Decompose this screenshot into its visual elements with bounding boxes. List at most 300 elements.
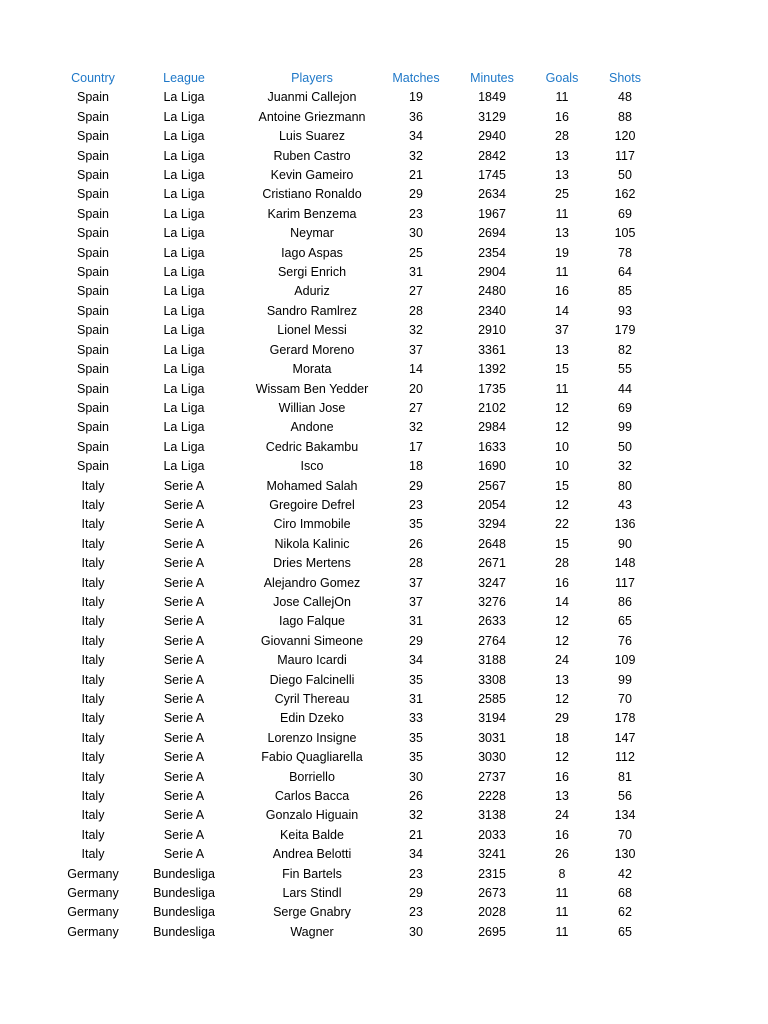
- cell-player: Lionel Messi: [277, 323, 347, 338]
- table-row: [60, 127, 660, 146]
- cell-player: Morata: [292, 362, 332, 377]
- cell-country: Spain: [77, 148, 109, 163]
- cell-player: Luis Suarez: [278, 129, 345, 144]
- cell-league: La Liga: [163, 226, 205, 241]
- cell-shots: 44: [618, 381, 632, 396]
- cell-goals: 26: [555, 847, 569, 862]
- cell-matches: 26: [409, 789, 423, 804]
- cell-country: Italy: [81, 556, 105, 571]
- cell-player: Serge Gnabry: [273, 905, 351, 920]
- cell-league: Serie A: [163, 497, 205, 512]
- table-row: [60, 302, 660, 321]
- cell-goals: 10: [555, 459, 569, 474]
- cell-player: Gregoire Defrel: [269, 497, 355, 512]
- cell-shots: 109: [614, 653, 636, 668]
- table-row: [60, 748, 660, 767]
- cell-player: Dries Mertens: [273, 556, 351, 571]
- cell-shots: 85: [618, 284, 632, 299]
- cell-minutes: 3241: [478, 847, 506, 862]
- cell-minutes: 2567: [478, 478, 506, 493]
- cell-player: Juanmi Callejon: [267, 90, 357, 105]
- cell-country: Italy: [81, 633, 105, 648]
- cell-league: La Liga: [163, 439, 205, 454]
- cell-matches: 35: [409, 730, 423, 745]
- table-row: [60, 690, 660, 709]
- cell-league: Serie A: [163, 556, 205, 571]
- cell-shots: 179: [614, 323, 636, 338]
- cell-league: La Liga: [163, 342, 205, 357]
- cell-player: Ciro Immobile: [273, 517, 351, 532]
- cell-shots: 90: [618, 536, 632, 551]
- table-row: [60, 651, 660, 670]
- cell-league: La Liga: [163, 245, 205, 260]
- cell-league: Serie A: [163, 750, 205, 765]
- cell-league: Serie A: [163, 536, 205, 551]
- table-row: [60, 457, 660, 476]
- cell-goals: 29: [555, 711, 569, 726]
- cell-league: Serie A: [163, 672, 205, 687]
- cell-matches: 33: [409, 711, 423, 726]
- cell-country: Spain: [77, 362, 109, 377]
- cell-league: Serie A: [163, 614, 205, 629]
- cell-matches: 28: [409, 303, 423, 318]
- cell-player: Willian Jose: [278, 400, 346, 415]
- cell-minutes: 3031: [478, 730, 506, 745]
- table-row: [60, 399, 660, 418]
- cell-league: La Liga: [163, 265, 205, 280]
- cell-matches: 35: [409, 750, 423, 765]
- cell-matches: 23: [409, 206, 423, 221]
- cell-league: Bundesliga: [153, 886, 215, 901]
- cell-player: Jose CallejOn: [273, 594, 351, 609]
- cell-goals: 12: [555, 400, 569, 415]
- cell-shots: 112: [615, 750, 635, 765]
- cell-shots: 134: [614, 808, 636, 823]
- cell-country: Spain: [77, 342, 109, 357]
- table-row: [60, 438, 660, 457]
- cell-country: Italy: [81, 711, 105, 726]
- cell-player: Sandro Ramlrez: [266, 303, 358, 318]
- cell-country: Spain: [77, 323, 109, 338]
- cell-minutes: 1849: [478, 90, 506, 105]
- cell-minutes: 3276: [478, 594, 506, 609]
- cell-player: Carlos Bacca: [274, 789, 350, 804]
- cell-goals: 28: [555, 556, 569, 571]
- table-row: [60, 360, 660, 379]
- cell-goals: 22: [555, 517, 569, 532]
- cell-league: Serie A: [163, 769, 205, 784]
- header-matches: Matches: [392, 71, 440, 85]
- cell-shots: 93: [618, 303, 632, 318]
- table-body: [60, 88, 660, 942]
- cell-matches: 37: [409, 342, 423, 357]
- cell-shots: 178: [614, 711, 636, 726]
- cell-goals: 11: [555, 905, 569, 920]
- cell-matches: 18: [409, 459, 423, 474]
- cell-shots: 55: [618, 362, 632, 377]
- cell-player: Borriello: [289, 769, 335, 784]
- table-row: [60, 166, 660, 185]
- table-row: [60, 263, 660, 282]
- cell-league: Serie A: [163, 711, 205, 726]
- table-row: [60, 671, 660, 690]
- cell-country: Spain: [77, 129, 109, 144]
- cell-goals: 13: [555, 342, 569, 357]
- cell-minutes: 2694: [478, 226, 506, 241]
- cell-shots: 50: [618, 168, 632, 183]
- cell-country: Italy: [81, 750, 105, 765]
- cell-goals: 11: [555, 206, 569, 221]
- cell-league: La Liga: [163, 362, 205, 377]
- cell-matches: 14: [409, 362, 423, 377]
- table-row: [60, 341, 660, 360]
- cell-shots: 130: [614, 847, 636, 862]
- cell-league: La Liga: [163, 323, 205, 338]
- cell-player: Edin Dzeko: [280, 711, 344, 726]
- cell-goals: 24: [555, 808, 569, 823]
- cell-player: Mauro Icardi: [277, 653, 347, 668]
- cell-league: La Liga: [163, 187, 205, 202]
- cell-matches: 28: [409, 556, 423, 571]
- cell-matches: 31: [409, 614, 423, 629]
- cell-minutes: 2842: [478, 148, 506, 163]
- cell-player: Sergi Enrich: [277, 265, 347, 280]
- cell-country: Spain: [77, 226, 109, 241]
- table-row: [60, 515, 660, 534]
- table-row: [60, 108, 660, 127]
- cell-matches: 21: [409, 168, 423, 183]
- cell-goals: 16: [555, 575, 569, 590]
- cell-league: La Liga: [163, 459, 205, 474]
- cell-player: Lorenzo Insigne: [267, 730, 357, 745]
- cell-goals: 16: [555, 769, 569, 784]
- cell-goals: 18: [555, 730, 569, 745]
- header-players: Players: [291, 71, 333, 85]
- cell-goals: 25: [555, 187, 569, 202]
- cell-goals: 15: [555, 362, 569, 377]
- cell-shots: 162: [614, 187, 636, 202]
- cell-goals: 14: [555, 303, 569, 318]
- cell-shots: 78: [618, 245, 632, 260]
- cell-country: Italy: [81, 769, 105, 784]
- cell-minutes: 2648: [478, 536, 506, 551]
- cell-league: La Liga: [163, 148, 205, 163]
- cell-minutes: 3138: [478, 808, 506, 823]
- cell-country: Italy: [81, 789, 105, 804]
- cell-goals: 11: [555, 381, 569, 396]
- cell-country: Spain: [77, 206, 109, 221]
- cell-minutes: 1690: [478, 459, 506, 474]
- cell-shots: 65: [618, 614, 632, 629]
- cell-goals: 12: [555, 614, 569, 629]
- table-row: [60, 554, 660, 573]
- table-row: [60, 865, 660, 884]
- cell-goals: 15: [555, 536, 569, 551]
- cell-minutes: 3294: [478, 517, 506, 532]
- table-row: [60, 496, 660, 515]
- header-row: [60, 69, 660, 88]
- cell-shots: 64: [618, 265, 632, 280]
- cell-goals: 28: [555, 129, 569, 144]
- cell-goals: 19: [555, 245, 569, 260]
- cell-shots: 32: [618, 459, 632, 474]
- cell-country: Italy: [81, 497, 105, 512]
- cell-matches: 20: [409, 381, 423, 396]
- table-row: [60, 418, 660, 437]
- cell-country: Spain: [77, 459, 109, 474]
- cell-country: Spain: [77, 420, 109, 435]
- cell-shots: 69: [618, 206, 632, 221]
- cell-league: Serie A: [163, 594, 205, 609]
- cell-shots: 42: [618, 866, 632, 881]
- cell-minutes: 2033: [478, 827, 506, 842]
- cell-matches: 29: [409, 187, 423, 202]
- table-row: [60, 535, 660, 554]
- cell-shots: 65: [618, 924, 632, 939]
- cell-goals: 12: [555, 692, 569, 706]
- cell-matches: 23: [409, 866, 423, 881]
- cell-country: Italy: [81, 653, 105, 668]
- cell-league: La Liga: [163, 129, 205, 144]
- cell-minutes: 2028: [478, 905, 506, 920]
- cell-minutes: 2671: [478, 556, 506, 571]
- cell-minutes: 1392: [478, 362, 506, 377]
- cell-country: Italy: [81, 517, 105, 532]
- cell-country: Germany: [67, 866, 119, 881]
- cell-goals: 12: [555, 497, 569, 512]
- cell-minutes: 1967: [478, 206, 506, 221]
- cell-minutes: 2737: [478, 769, 506, 784]
- table-row: [60, 632, 660, 651]
- cell-matches: 35: [409, 517, 423, 532]
- cell-goals: 16: [555, 109, 569, 124]
- cell-goals: 14: [555, 594, 569, 609]
- cell-minutes: 3129: [478, 109, 506, 124]
- cell-matches: 29: [409, 478, 423, 493]
- cell-league: La Liga: [163, 420, 205, 435]
- cell-league: Serie A: [163, 808, 205, 823]
- table-row: [60, 380, 660, 399]
- cell-matches: 31: [409, 265, 423, 280]
- table-row: [60, 282, 660, 301]
- cell-country: Italy: [81, 672, 105, 687]
- cell-country: Spain: [77, 303, 109, 318]
- table-row: [60, 923, 660, 942]
- cell-matches: 32: [409, 148, 423, 163]
- cell-country: Germany: [67, 905, 119, 920]
- cell-goals: 16: [555, 284, 569, 299]
- cell-country: Italy: [81, 730, 105, 745]
- cell-matches: 27: [409, 400, 423, 415]
- table-row: [60, 729, 660, 748]
- cell-league: La Liga: [163, 381, 205, 396]
- cell-player: Andone: [290, 420, 334, 435]
- cell-matches: 30: [409, 769, 423, 784]
- header-country: Country: [71, 71, 115, 85]
- header-shots: Shots: [609, 71, 641, 85]
- cell-league: Serie A: [163, 517, 205, 532]
- cell-player: Andrea Belotti: [272, 847, 352, 862]
- table-row: [60, 709, 660, 728]
- cell-shots: 99: [618, 672, 632, 687]
- cell-country: Italy: [81, 808, 105, 823]
- cell-matches: 21: [409, 827, 423, 842]
- cell-shots: 70: [618, 692, 632, 706]
- cell-goals: 37: [555, 323, 569, 338]
- cell-minutes: 2910: [478, 323, 506, 338]
- cell-country: Spain: [77, 245, 109, 260]
- cell-league: Serie A: [163, 827, 205, 842]
- cell-shots: 117: [615, 575, 635, 590]
- cell-minutes: 3188: [478, 653, 506, 668]
- cell-player: Wissam Ben Yedder: [255, 381, 369, 396]
- cell-shots: 120: [614, 129, 636, 144]
- cell-goals: 12: [555, 633, 569, 648]
- cell-player: Kevin Gameiro: [270, 168, 354, 183]
- cell-country: Spain: [77, 187, 109, 202]
- table-row: [60, 612, 660, 631]
- cell-goals: 11: [555, 924, 569, 939]
- cell-matches: 29: [409, 633, 423, 648]
- cell-shots: 86: [618, 594, 632, 609]
- cell-shots: 62: [618, 905, 632, 920]
- cell-player: Diego Falcinelli: [269, 672, 355, 687]
- cell-shots: 136: [614, 517, 636, 532]
- cell-matches: 19: [409, 90, 423, 105]
- cell-goals: 13: [555, 672, 569, 687]
- cell-shots: 48: [618, 90, 632, 105]
- cell-minutes: 1735: [478, 381, 506, 396]
- cell-country: Germany: [67, 886, 119, 901]
- cell-country: Spain: [77, 168, 109, 183]
- cell-matches: 30: [409, 226, 423, 241]
- cell-country: Spain: [77, 381, 109, 396]
- cell-matches: 32: [409, 323, 423, 338]
- table-row: [60, 477, 660, 496]
- cell-matches: 32: [409, 420, 423, 435]
- cell-player: Cyril Thereau: [274, 692, 350, 706]
- cell-goals: 13: [555, 148, 569, 163]
- cell-minutes: 1633: [478, 439, 506, 454]
- cell-country: Spain: [77, 265, 109, 280]
- cell-country: Italy: [81, 575, 105, 590]
- cell-player: Lars Stindl: [282, 886, 342, 901]
- cell-country: Spain: [77, 90, 109, 105]
- cell-minutes: 2673: [478, 886, 506, 901]
- cell-shots: 117: [615, 148, 635, 163]
- cell-matches: 35: [409, 672, 423, 687]
- cell-goals: 8: [558, 866, 566, 881]
- cell-matches: 30: [409, 924, 423, 939]
- table-row: [60, 845, 660, 864]
- cell-country: Italy: [81, 847, 105, 862]
- cell-shots: 81: [618, 769, 632, 784]
- table-row: [60, 593, 660, 612]
- cell-league: Serie A: [163, 730, 205, 745]
- cell-league: Serie A: [163, 847, 205, 862]
- cell-player: Isco: [300, 459, 324, 474]
- cell-league: Serie A: [163, 478, 205, 493]
- cell-minutes: 2695: [478, 924, 506, 939]
- cell-goals: 10: [555, 439, 569, 454]
- cell-player: Iago Aspas: [281, 245, 343, 260]
- cell-goals: 16: [555, 827, 569, 842]
- cell-shots: 148: [614, 556, 636, 571]
- cell-player: Alejandro Gomez: [263, 575, 361, 590]
- cell-player: Gonzalo Higuain: [265, 808, 359, 823]
- cell-player: Keita Balde: [280, 827, 344, 842]
- cell-shots: 56: [618, 789, 632, 804]
- cell-country: Italy: [81, 478, 105, 493]
- cell-country: Italy: [81, 536, 105, 551]
- cell-player: Nikola Kalinic: [274, 536, 350, 551]
- table-row: [60, 244, 660, 263]
- cell-shots: 69: [618, 400, 632, 415]
- cell-minutes: 2940: [478, 129, 506, 144]
- cell-goals: 12: [555, 750, 569, 765]
- cell-shots: 88: [618, 109, 632, 124]
- cell-league: Bundesliga: [153, 866, 215, 881]
- cell-player: Karim Benzema: [267, 206, 357, 221]
- cell-league: La Liga: [163, 284, 205, 299]
- cell-minutes: 2315: [478, 866, 506, 881]
- cell-minutes: 2228: [478, 789, 506, 804]
- cell-matches: 34: [409, 129, 423, 144]
- cell-league: Serie A: [163, 575, 205, 590]
- cell-player: Aduriz: [294, 284, 330, 299]
- cell-minutes: 3194: [478, 711, 506, 726]
- table-row: [60, 185, 660, 204]
- cell-player: Iago Falque: [278, 614, 346, 629]
- cell-matches: 26: [409, 536, 423, 551]
- cell-goals: 11: [555, 90, 569, 105]
- cell-matches: 34: [409, 653, 423, 668]
- table-row: [60, 884, 660, 903]
- cell-goals: 13: [555, 789, 569, 804]
- cell-country: Italy: [81, 614, 105, 629]
- table-row: [60, 321, 660, 340]
- cell-minutes: 2054: [478, 497, 506, 512]
- cell-goals: 13: [555, 168, 569, 183]
- cell-league: Serie A: [163, 633, 205, 648]
- cell-shots: 80: [618, 478, 632, 493]
- cell-player: Antoine Griezmann: [258, 109, 366, 124]
- cell-country: Spain: [77, 400, 109, 415]
- table-row: [60, 88, 660, 107]
- table-row: [60, 147, 660, 166]
- cell-player: Ruben Castro: [273, 148, 351, 163]
- cell-league: La Liga: [163, 206, 205, 221]
- table-row: [60, 903, 660, 922]
- cell-league: Bundesliga: [153, 924, 215, 939]
- cell-minutes: 2764: [478, 633, 506, 648]
- cell-shots: 70: [618, 827, 632, 842]
- cell-league: La Liga: [163, 168, 205, 183]
- cell-shots: 43: [618, 497, 632, 512]
- cell-minutes: 2340: [478, 303, 506, 318]
- cell-goals: 11: [555, 886, 569, 901]
- header-goals: Goals: [545, 71, 579, 85]
- cell-country: Italy: [81, 692, 105, 706]
- cell-matches: 36: [409, 109, 423, 124]
- header-league: League: [163, 71, 205, 85]
- cell-player: Fin Bartels: [282, 866, 342, 881]
- cell-goals: 12: [555, 420, 569, 435]
- cell-goals: 15: [555, 478, 569, 493]
- cell-league: La Liga: [163, 303, 205, 318]
- cell-matches: 32: [409, 808, 423, 823]
- cell-country: Italy: [81, 594, 105, 609]
